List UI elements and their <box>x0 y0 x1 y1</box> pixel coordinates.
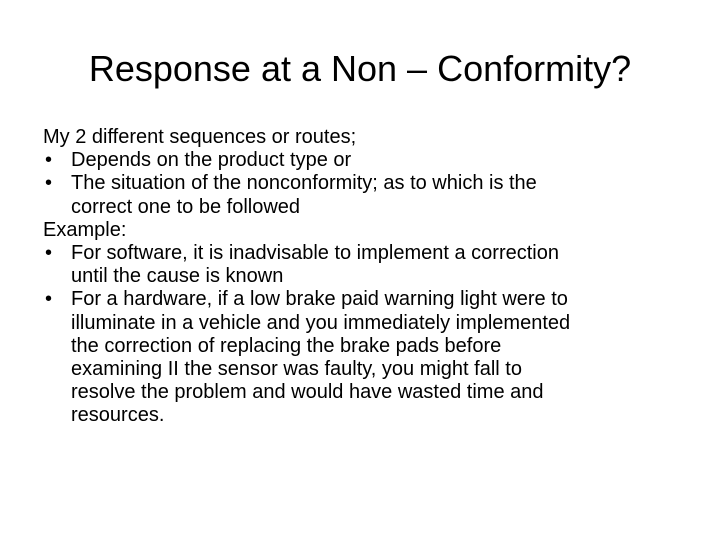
slide-body <box>43 126 693 428</box>
bullet-line: The situation of the nonconformity; as to which is the <box>71 172 537 195</box>
intro-text: My 2 different sequences or routes; <box>43 126 357 148</box>
bullet-item <box>43 172 693 218</box>
bullet-marker: • <box>45 242 53 265</box>
bullet-text <box>71 172 693 218</box>
bullet-marker: • <box>45 149 53 172</box>
bullet-text <box>71 242 693 288</box>
bullet-line: the correction of replacing the brake pads before <box>71 334 502 357</box>
bullet-item <box>43 288 693 427</box>
bullet-marker: • <box>45 172 53 195</box>
bullet-item <box>43 242 693 288</box>
bullet-line: resolve the problem and would have wasted time and <box>71 381 544 404</box>
bullet-text <box>71 149 693 172</box>
bullet-item <box>43 149 693 172</box>
slide-title: Response at a Non – Conformity? <box>88 48 632 89</box>
bullet-line: correct one to be followed <box>71 195 301 218</box>
bullet-line: until the cause is known <box>71 265 284 288</box>
example-label: Example: <box>43 218 127 241</box>
bullet-line: illuminate in a vehicle and you immediately implemented <box>71 311 571 334</box>
bullet-line: examining II the sensor was faulty, you might fall to <box>71 358 522 381</box>
bullet-line: For a hardware, if a low brake paid warning light were to <box>71 288 568 311</box>
bullet-marker: • <box>45 288 53 311</box>
bullet-text <box>71 288 693 427</box>
bullet-line: Depends on the product type or <box>71 149 352 172</box>
bullet-line: For software, it is inadvisable to implement a correction <box>71 242 559 265</box>
bullet-line: resources. <box>71 404 165 427</box>
